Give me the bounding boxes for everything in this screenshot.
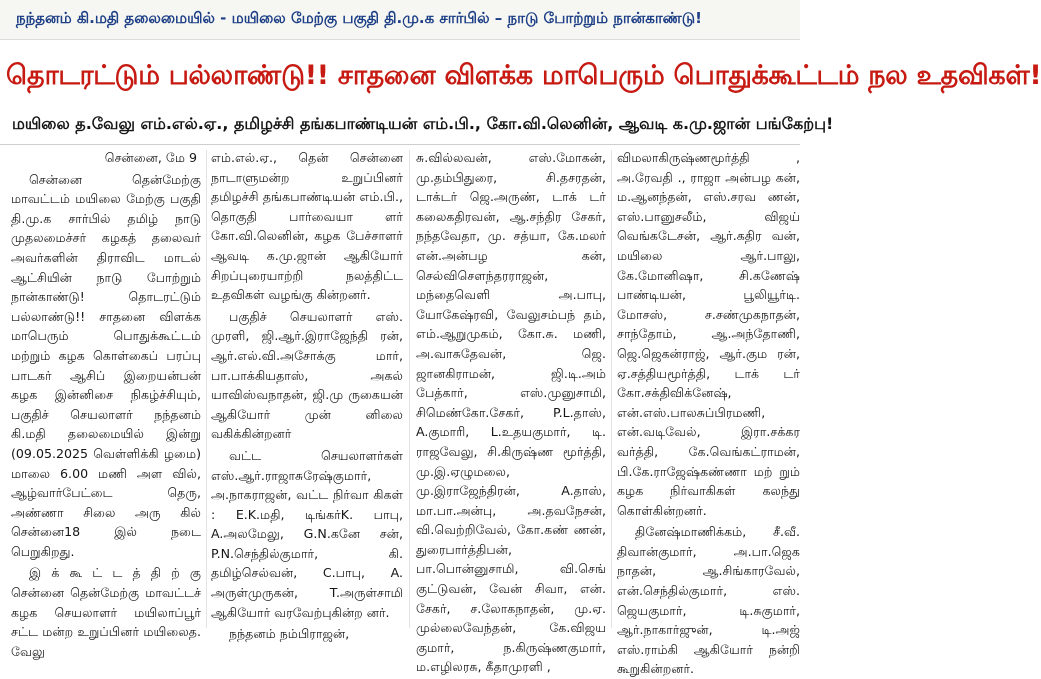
- column-2-paragraph-4: நந்தனம் நம்பிராஜன்,: [229, 626, 350, 642]
- column-4-paragraph-1: விமலாகிருஷ்ணமூர்த்தி , அ.ரேவதி ., ராஜா அன்பழ கன், ம.ஆனந்தன், எஸ்.சரவ ணன், எஸ்.பானுசலீம், விஜய் வெங்கடேசன், ஆர்.கதிர வன், மயிலை ஆர்.பாலு, கே.மோனிஷா, சி.கணேஷ் பாண்டியன், பூலியூர்டி. மோசஸ், ச.சண்முகநாதன், சாந்தோம், ஆ.அந்தோணி, ஜெ.ஜெகன்ராஜ், ஆர்.கும ரன், ஏ.சத்தியமூர்த்தி, டாக் டர் கோ.சக்திவிக்னேஷ், என்.எஸ்.பாலசுப்பிரமணி, என்.வடிவேல், இரா.சக்கர வர்த்தி, கே.வெங்கட்ராமன், பி.கே.ராஜேஷ்கண்ணா மற் றும் கழக நிர்வாகிகள் கலந்து கொள்கின்றனர்.: [617, 150, 800, 518]
- article-column-1: [11, 148, 201, 659]
- column-1-paragraph-3: இ க் கூ ட் ட த் தி ற் கு சென்னை தென்மேற்கு மாவட்டச் கழக செயலாளர் மயிலாப்பூர் சட்ட மன்ற உறுப்பினர் மயிலைத. வேலு: [11, 565, 201, 659]
- headline: தொடரட்டும் பல்லாண்டு!! சாதனை விளக்க மாபெரும் பொதுக்கூட்டம் நல உதவிகள்!: [6, 60, 1041, 91]
- column-3-paragraph-1: சு.வில்லவன், எஸ்.மோகன், மு.தம்பிதுரை, சி.தசரதன், டாக்டர் ஜெ.அருண், டாக் டர் கலைகதிரவன், ஆ.சந்திர சேகர், நந்தவேதா, மு. சத்யா, கே.மலர் என்.அன்பழ கன், செல்விசௌந்தரராஜன், மந்தைவெளி அ.பாபு, யோகேஷ்ரவி, வேலுசம்பந் தம், எம்.ஆறுமுகம், கோ.சு. மணி, அ.வாசுதேவன், ஜெ. ஜானகிராமன், ஜி.டி.அம் பேத்கார், எஸ்.முனுசாமி, சிமெண்கோ.சேகர், P.L.தாஸ், A.குமாரி, L.உதயகுமார், டி. ராஜவேலு, சி.கிருஷ்ண மூர்த்தி, மு.இ.ஏழுமலை, மு.இராஜேந்திரன், A.தாஸ், மா.பா.அன்பு, அ.தவநேசன், வி.வெற்றிவேல், கோ.கண் ணன், துரைபார்த்திபன், பா.பொன்னுசாமி, வி.செங் குட்டுவன், வேன் சிவா, என். சேகர், ச.லோகநாதன், மு.ஏ. முல்லைவேந்தன், கே.விஜய குமார், ந.கிருஷ்ணகுமார், ம.எழிலரசு, கீதாமுரளி ,: [416, 150, 606, 675]
- column-divider: [409, 150, 410, 628]
- kicker-band: [0, 0, 800, 40]
- subheadline: மயிலை த.வேலு எம்.எல்.ஏ., தமிழச்சி தங்கபாண்டியன் எம்.பி., கோ.வி.லெனின், ஆவடி க.மு.ஜான் பங்கேற்பு!: [12, 114, 834, 133]
- column-divider: [611, 150, 612, 628]
- article-column-4: [617, 148, 800, 677]
- column-2-paragraph-3: வட்ட செயலாளர்கள் எஸ்.ஆர்.ராஜாசுரேஷ்குமார், அ.நாகராஜன், வட்ட நிர்வா கிகள் : E.K.மதி, டிங்கர்K. பாபு, A.அலமேலு, G.N.கனே சன், P.N.செந்தில்குமார், கி. தமிழ்செல்வன், C.பாபு, A. அருள்முருகன், T.அருள்சாமி ஆகியோர் வரவேற்புகின்ற னர்.: [211, 447, 403, 620]
- dateline: சென்னை, மே 9: [104, 150, 197, 165]
- column-1-paragraph-2: சென்னை தென்மேற்கு மாவட்டம் மயிலை மேற்கு பகுதி தி.மு.க சார்பில் தமிழ் நாடு முதலமைச்சர் கழகத் தலைவர் அவர்களின் திராவிட மாடல் ஆட்சியின் நாடு போற்றும் நான்காண்டு! தொடரட்டும் பல்லாண்டு!! சாதனை விளக்க மாபெரும் பொதுக்கூட்டம் மற்றும் கழக கொள்கைப் பரப்பு பாடகர் ஆசிப் இறையன்பன் கழக இன்னிசை நிகழ்ச்சியும், பகுதிச் செயலாளர் நந்தனம் கி.மதி தலைமையில் இன்று (09.05.2025 வெள்ளிக்கி ழமை) மாலை 6.00 மணி அள வில், ஆழ்வார்பேட்டை தெரு, அண்ணா சிலை அரு கில் சென்னை18 இல் நடை பெறுகிறது.: [11, 171, 201, 559]
- article-column-3: [416, 148, 606, 675]
- header-divider: [0, 144, 800, 145]
- column-4-paragraph-2: தினேஷ்மாணிக்கம், சீ.வீ. திவான்குமார், அ.பா.ஜெக நாதன், ஆ.சிங்காரவேல், என்.செந்தில்குமார், எஸ். ஜெயகுமார், டி.சுகுமார், ஆர்.நாகார்ஜுன், டி.அஜ் எஸ்.ராம்கி ஆகியோர் நன்றி கூறுகின்றனர்.: [617, 524, 800, 677]
- column-2-paragraph-2: பகுதிச் செயலாளர் எஸ். முரளி, ஜி.ஆர்.இராஜேந்தி ரன், ஆர்.எல்.வி.அசோக்கு மார், பா.பாக்கியதாஸ், அகல் யாவிஸ்வநாதன், ஜி.மு ருகையன் ஆகியோர் முன் னிலை வகிக்கின்றனர்: [211, 308, 403, 442]
- column-divider: [206, 150, 207, 628]
- kicker-line: நந்தனம் கி.மதி தலைமையில் - மயிலை மேற்கு பகுதி தி.மு.க சார்பில் – நாடு போற்றும் நான்காண்டு!: [16, 9, 703, 27]
- column-2-paragraph-1: எம்.எல்.ஏ., தென் சென்னை நாடாளுமன்ற உறுப்பினர் தமிழச்சி தங்கபாண்டியன் எம்.பி., தொகுதி பார்வையா ளர் கோ.வி.லெனின், கழக பேச்சாளர் ஆவடி க.மு.ஜான் ஆகியோர் சிறப்புரையாற்றி நலத்திட்ட உதவிகள் வழங்கு கின்றனர்.: [211, 150, 403, 303]
- article-column-2: [211, 148, 403, 642]
